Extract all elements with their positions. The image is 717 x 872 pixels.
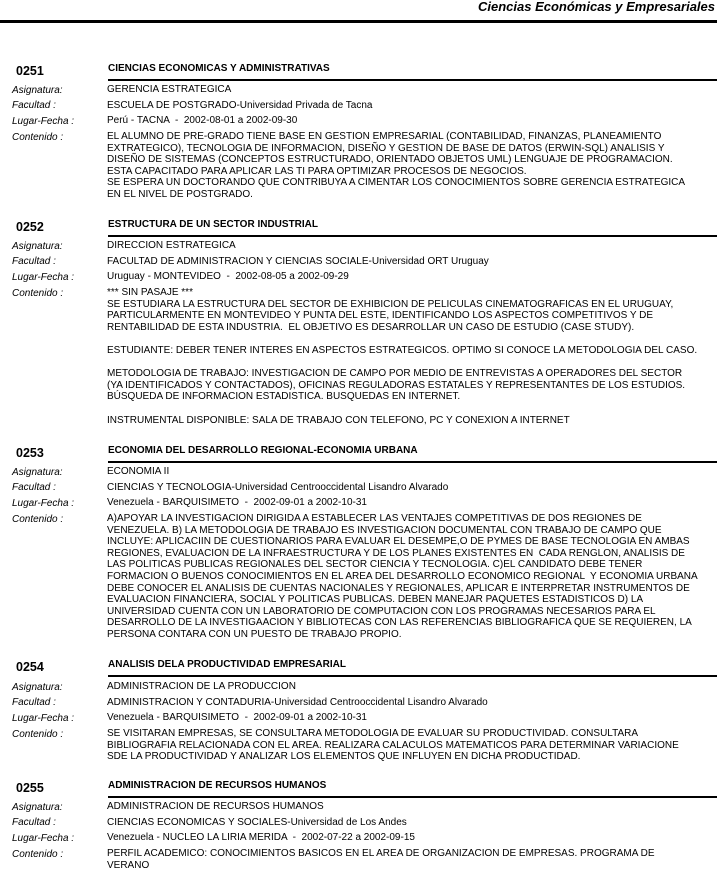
label-facultad: Facultad :	[12, 256, 56, 267]
label-contenido: Contenido :	[12, 514, 64, 525]
facultad-value: ESCUELA DE POSTGRADO-Universidad Privada de Tacna	[107, 100, 373, 111]
entry-title: ADMINISTRACION DE RECURSOS HUMANOS	[108, 780, 327, 791]
label-lugar-fecha: Lugar-Fecha :	[12, 498, 75, 509]
label-contenido: Contenido :	[12, 849, 64, 860]
asignatura-value: ECONOMIA II	[107, 466, 170, 477]
label-contenido: Contenido :	[12, 288, 64, 299]
label-asignatura: Asignatura:	[12, 682, 63, 693]
label-facultad: Facultad :	[12, 482, 56, 493]
facultad-value: ADMINISTRACION Y CONTADURIA-Universidad Centrooccidental Lisandro Alvarado	[107, 697, 488, 708]
label-facultad: Facultad :	[12, 100, 56, 111]
asignatura-value: ADMINISTRACION DE RECURSOS HUMANOS	[107, 801, 324, 812]
asignatura-value: ADMINISTRACION DE LA PRODUCCION	[107, 681, 296, 692]
label-asignatura: Asignatura:	[12, 241, 63, 252]
label-facultad: Facultad :	[12, 817, 56, 828]
label-lugar-fecha: Lugar-Fecha :	[12, 833, 75, 844]
entry-code: 0253	[16, 446, 44, 460]
contenido-value: PERFIL ACADEMICO: CONOCIMIENTOS BASICOS EN EL AREA DE ORGANIZACION DE EMPRESAS. PROGRAMA DE VERANO	[107, 848, 655, 871]
facultad-value: CIENCIAS Y TECNOLOGIA-Universidad Centrooccidental Lisandro Alvarado	[107, 482, 449, 493]
entry-code: 0254	[16, 660, 44, 674]
entry-title: ESTRUCTURA DE UN SECTOR INDUSTRIAL	[108, 219, 319, 230]
contenido-value: *** SIN PASAJE *** SE ESTUDIARA LA ESTRUCTURA DEL SECTOR DE EXHIBICION DE PELICULAS CINEMATOGRAFICAS EN EL URUGUAY, PARTICULARMENTE EN MONTEVIDEO Y PUNTA DEL ESTE, IDENTIFICANDO LOS ASPECTOS COMPETITIVOS Y DE RENTABILIDAD DE ESTA INDUSTRIA. EL OBJETIVO ES DESARROLLAR UN CASO DE ESTUDIO (CASE STUDY). ESTUDIANTE: DEBER TENER INTERES EN ASPECTOS ESTRATEGICOS. OPTIMO SI CONOCE LA METODOLOGIA DEL CASO. METODOLOGIA DE TRABAJO: INVESTIGACION DE CAMPO POR MEDIO DE ENTREVISTAS A OPERADORES DEL SECTOR (YA IDENTIFICADOS Y CONTACTADOS), OFICINAS REGULADORAS ESTATALES Y REPRESENTANTES DE LOS ESTUDIOS. BÚSQUEDA DE INFORMACION ESTADISTICA. BUSQUEDAS EN INTERNET. INSTRUMENTAL DISPONIBLE: SALA DE TRABAJO CON TELEFONO, PC Y CONEXION A INTERNET	[107, 287, 698, 426]
contenido-value: A)APOYAR LA INVESTIGACION DIRIGIDA A ESTABLECER LAS VENTAJES COMPETITIVAS DE DOS REGIONES DE VENEZUELA. B) LA METODOLOGIA DE TRABAJO ES INVESTIGACION DOCUMENTAL CON TRABAJO DE CAMPO QUE INCLUYE: APLICACIIN DE CUESTIONARIOS PARA EVALUAR EL DESEMPE,O DE PYMES DE BASE TECNOLOGIA EN AMBAS REGIONES, EVALUACION DE LA INFRAESTRUCTURA Y DE LOS PLANES EXISTENTES EN CADA RENGLON, ANALISIS DE LAS POLITICAS PUBLICAS REGIONALES DEL SECTOR CIENCIA Y TECNOLOGIA. C)EL CANDIDATO DEBE TENER FORMACION O BUENOS CONOCIMIENTOS EN EL AREA DEL DESARROLLO ECONOMICO REGIONAL Y ECONOMIA URBANA DEBE CONOCER EL ANALISIS DE CUENTAS NACIONALES Y REGIONALES, APLICAR E INTERPRETAR INSTRUMENTOS DE EVALUACION FINANCIERA, SOCIAL Y POLITICAS PUBLICAS. DEBEN MANEJAR PAQUETES ESTADISTICOS D) LA UNIVERSIDAD CUENTA CON UN LABORATORIO DE COMPUTACION CON LOS PROGRAMAS NECESARIOS PARA EL DESARROLLO DE LA INVESTIGAACION Y BIBLIOTECAS CON LAS REFERENCIAS BIBLIOGRAFICA QUE SE REQUIEREN, LA PERSONA CONTARA CON UN PUESTO DE TRABAJO PROPIO.	[107, 513, 698, 640]
section-title: Ciencias Económicas y Empresariales	[477, 0, 715, 14]
asignatura-value: GERENCIA ESTRATEGICA	[107, 84, 232, 95]
lugar-fecha-value: Venezuela - BARQUISIMETO - 2002-09-01 a 2002-10-31	[107, 497, 367, 508]
lugar-fecha-value: Uruguay - MONTEVIDEO - 2002-08-05 a 2002-09-29	[107, 271, 349, 282]
label-asignatura: Asignatura:	[12, 802, 63, 813]
header-divider	[0, 20, 717, 23]
title-divider	[108, 675, 717, 677]
label-contenido: Contenido :	[12, 132, 64, 143]
label-lugar-fecha: Lugar-Fecha :	[12, 272, 75, 283]
asignatura-value: DIRECCION ESTRATEGICA	[107, 240, 236, 251]
facultad-value: CIENCIAS ECONOMICAS Y SOCIALES-Universidad de Los Andes	[107, 817, 407, 828]
entry-code: 0251	[16, 64, 44, 78]
label-asignatura: Asignatura:	[12, 467, 63, 478]
label-contenido: Contenido :	[12, 729, 64, 740]
title-divider	[108, 796, 717, 798]
label-lugar-fecha: Lugar-Fecha :	[12, 116, 75, 127]
lugar-fecha-value: Venezuela - NUCLEO LA LIRIA MERIDA - 2002-07-22 a 2002-09-15	[107, 832, 415, 843]
entry-title: ANALISIS DELA PRODUCTIVIDAD EMPRESARIAL	[108, 659, 346, 670]
title-divider	[108, 235, 717, 237]
contenido-value: EL ALUMNO DE PRE-GRADO TIENE BASE EN GESTION EMPRESARIAL (CONTABILIDAD, FINANZAS, PLANEAMIENTO EXTRATEGICO), TECNOLOGIA DE INFORMACION, DISEÑO Y GESTION DE BASE DE DATOS (ERWIN-SQL) ANALISIS Y DISEÑO DE SISTEMAS (CONCEPTOS ESTRUCTURADO, ORIENTADO OBJETOS UML) LENGUAJE DE PROGRAMACION. ESTA CAPACITADO PARA APLICAR LAS TI PARA OPTIMIZAR PROCESOS DE NEGOCIOS. SE ESPERA UN DOCTORANDO QUE CONTRIBUYA A CIMENTAR LOS CONOCIMIENTOS SOBRE GERENCIA ESTRATEGICA EN EL NIVEL DE POSTGRADO.	[107, 131, 686, 200]
facultad-value: FACULTAD DE ADMINISTRACION Y CIENCIAS SOCIALE-Universidad ORT Uruguay	[107, 256, 489, 267]
entry-code: 0255	[16, 781, 44, 795]
entry-code: 0252	[16, 220, 44, 234]
title-divider	[108, 461, 717, 463]
entry-title: ECONOMIA DEL DESARROLLO REGIONAL-ECONOMIA URBANA	[108, 445, 418, 456]
title-divider	[108, 79, 717, 81]
contenido-value: SE VISITARAN EMPRESAS, SE CONSULTARA METODOLOGIA DE EVALUAR SU PRODUCTIVIDAD. CONSULTARA BIBLIOGRAFIA RELACIONADA CON EL AREA. REALIZARA CALACULOS MATEMATICOS PARA DETERMINAR VARIACIONE SDE LA PRODUCTIVIDAD Y ANALIZAR LOS ELEMENTOS QUE INFLUYEN EN DICHA PRODUCTIDAD.	[107, 728, 679, 763]
label-lugar-fecha: Lugar-Fecha :	[12, 713, 75, 724]
label-facultad: Facultad :	[12, 697, 56, 708]
entry-title: CIENCIAS ECONOMICAS Y ADMINISTRATIVAS	[108, 63, 330, 74]
lugar-fecha-value: Venezuela - BARQUISIMETO - 2002-09-01 a 2002-10-31	[107, 712, 367, 723]
label-asignatura: Asignatura:	[12, 85, 63, 96]
lugar-fecha-value: Perú - TACNA - 2002-08-01 a 2002-09-30	[107, 115, 298, 126]
